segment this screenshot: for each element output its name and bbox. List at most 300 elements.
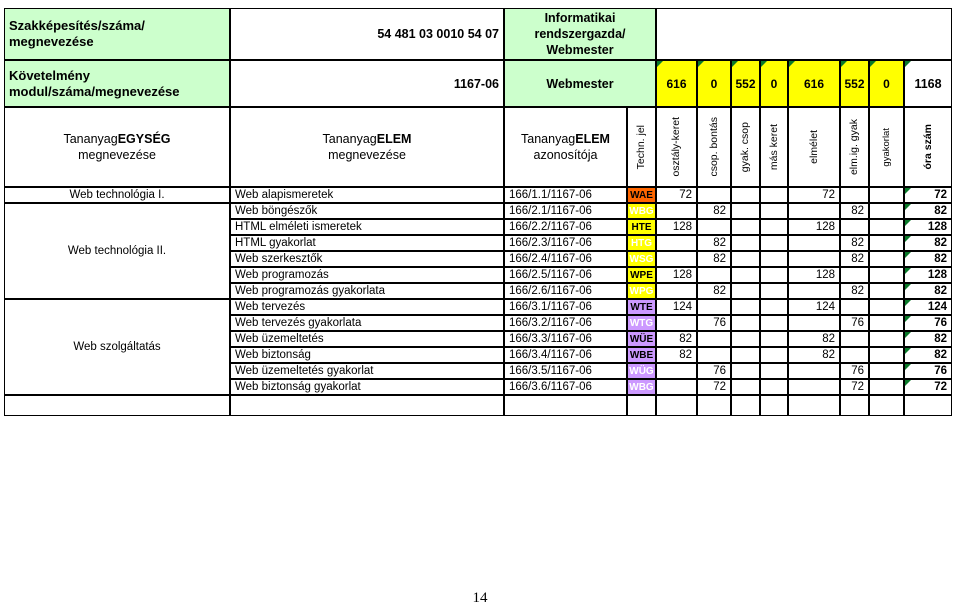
ora-value	[904, 299, 952, 315]
elem-id	[504, 187, 627, 203]
mas-value	[760, 235, 788, 251]
techn-tag	[627, 331, 656, 347]
osztaly-value	[656, 219, 697, 235]
ora-value	[904, 187, 952, 203]
elmig-value	[840, 379, 869, 395]
qualification-code: 54 481 03 0010 54 07	[230, 8, 504, 60]
techn-tag	[627, 347, 656, 363]
csop-value	[697, 331, 731, 347]
column-header-id: TananyagELEM azonosítója	[504, 107, 627, 187]
elem-name	[230, 187, 504, 203]
ora-value-text: 72	[934, 381, 947, 393]
elmig-value	[840, 283, 869, 299]
gyakorlat-value	[869, 203, 904, 219]
cell-marker-icon	[905, 236, 911, 242]
mas-value	[760, 251, 788, 267]
gyakorlat-value	[869, 299, 904, 315]
elmig-value	[840, 267, 869, 283]
module-total-osztaly	[656, 60, 697, 107]
techn-tag	[627, 187, 656, 203]
elem-name	[230, 283, 504, 299]
elmig-value	[840, 299, 869, 315]
osztaly-value	[656, 283, 697, 299]
elmelet-label: elmélet	[807, 130, 820, 164]
module-total-value: 616	[803, 76, 825, 91]
module-total-value: 552	[735, 76, 756, 91]
elmig-value-text: 76	[851, 317, 864, 329]
gyak-value	[731, 219, 760, 235]
ora-value	[904, 235, 952, 251]
module-total-value: 0	[883, 76, 890, 91]
csop-value	[697, 347, 731, 363]
cell-marker-icon	[657, 61, 663, 67]
osztaly-value	[656, 331, 697, 347]
elmig-value	[840, 347, 869, 363]
ora-value-text: 82	[934, 253, 947, 265]
qualification-name: Informatikai rendszergazda/ Webmester	[504, 8, 656, 60]
csop-value-text: 76	[713, 317, 726, 329]
gyakorlat-label: gyakorlat	[881, 127, 892, 167]
mas-value	[760, 363, 788, 379]
mas-value	[760, 299, 788, 315]
ora-value	[904, 267, 952, 283]
techn-tag-text: HTG	[630, 237, 653, 249]
elmig-value	[840, 395, 869, 416]
elem-id	[504, 395, 627, 416]
elem-id-text: 166/3.1/1167-06	[509, 301, 592, 313]
gyak-value	[731, 315, 760, 331]
elmelet-value	[788, 219, 840, 235]
csop-value	[697, 267, 731, 283]
elm-ig-gyak-label: elm.ig. gyak	[848, 118, 860, 176]
elem-id	[504, 331, 627, 347]
gyak-value	[731, 363, 760, 379]
cell-marker-icon	[905, 252, 911, 258]
gyak-value	[731, 347, 760, 363]
module-total-value: 0	[770, 76, 778, 91]
blank-row-unit	[4, 395, 230, 416]
elem-id	[504, 347, 627, 363]
elem-id	[504, 363, 627, 379]
osztaly-value-text: 72	[679, 189, 692, 201]
ora-value	[904, 203, 952, 219]
elmig-value	[840, 203, 869, 219]
osztaly-value	[656, 395, 697, 416]
mas-value	[760, 267, 788, 283]
gyak-value	[731, 267, 760, 283]
column-header-elem: TananyagELEM megnevezése	[230, 107, 504, 187]
cell-marker-icon	[905, 332, 911, 338]
elem-name	[230, 379, 504, 395]
elem-name	[230, 267, 504, 283]
module-name: Webmester	[504, 60, 656, 107]
cell-marker-icon	[841, 61, 847, 67]
elem-name	[230, 299, 504, 315]
gyakorlat-value	[869, 331, 904, 347]
elem-id-text: 166/1.1/1167-06	[509, 189, 592, 201]
csop-value	[697, 283, 731, 299]
column-header-mas-keret	[760, 107, 788, 187]
mas-value	[760, 347, 788, 363]
elem-id-text: 166/3.2/1167-06	[509, 317, 592, 329]
elem-name	[230, 219, 504, 235]
elmig-value	[840, 251, 869, 267]
gyak-value	[731, 187, 760, 203]
gyakorlat-value	[869, 219, 904, 235]
techn-tag	[627, 363, 656, 379]
module-total-gyakorlat	[869, 60, 904, 107]
elem-id	[504, 219, 627, 235]
elem-name-text: Web tervezés gyakorlata	[235, 317, 362, 329]
unit-web-technologia-1: Web technológia I.	[4, 187, 230, 203]
cell-marker-icon	[789, 61, 795, 67]
cell-marker-icon	[905, 348, 911, 354]
techn-tag-text: WAE	[630, 189, 653, 201]
osztaly-value	[656, 251, 697, 267]
techn-tag-text: WÜE	[629, 333, 654, 345]
module-code: 1167-06	[230, 60, 504, 107]
elem-name	[230, 347, 504, 363]
column-header-csop-bontas	[697, 107, 731, 187]
elmelet-value	[788, 235, 840, 251]
elem-id-text: 166/3.5/1167-06	[509, 365, 592, 377]
elmelet-value	[788, 299, 840, 315]
elem-id-text: 166/3.6/1167-06	[509, 381, 592, 393]
gyakorlat-value	[869, 395, 904, 416]
cell-marker-icon	[905, 284, 911, 290]
ora-value-text: 82	[934, 205, 947, 217]
gyakorlat-value	[869, 379, 904, 395]
ora-value	[904, 347, 952, 363]
gyak-value	[731, 235, 760, 251]
ora-value-text: 76	[934, 365, 947, 377]
module-total-value: 1168	[914, 76, 942, 91]
elem-name	[230, 395, 504, 416]
elem-id	[504, 315, 627, 331]
ora-value-text: 82	[934, 285, 947, 297]
techn-tag-text: WPG	[629, 285, 654, 297]
elmelet-value-text: 128	[815, 221, 835, 233]
mas-value	[760, 395, 788, 416]
mas-value	[760, 315, 788, 331]
mas-value	[760, 203, 788, 219]
gyakorlat-value	[869, 363, 904, 379]
elmelet-value-text: 82	[822, 349, 835, 361]
ora-value-text: 124	[927, 301, 947, 313]
cell-marker-icon	[905, 204, 911, 210]
elmig-value-text: 82	[851, 253, 864, 265]
unit-web-szolgaltatas: Web szolgáltatás	[4, 299, 230, 395]
ora-value	[904, 219, 952, 235]
elem-id-text: 166/2.3/1167-06	[509, 237, 592, 249]
cell-marker-icon	[905, 220, 911, 226]
csop-bontas-label: csop. bontás	[707, 117, 720, 177]
page-number: 14	[472, 590, 488, 606]
module-label: Követelmény modul/száma/megnevezése	[4, 60, 230, 107]
techn-tag-text: WSG	[629, 253, 654, 265]
gyak-value	[731, 203, 760, 219]
cell-marker-icon	[905, 316, 911, 322]
csop-value-text: 82	[713, 205, 726, 217]
osztaly-value	[656, 363, 697, 379]
osztaly-value-text: 82	[679, 333, 692, 345]
module-total-mas-keret	[760, 60, 788, 107]
ora-value	[904, 283, 952, 299]
elmelet-value	[788, 331, 840, 347]
elem-name	[230, 331, 504, 347]
elem-id-text: 166/2.5/1167-06	[509, 269, 592, 281]
elem-id	[504, 235, 627, 251]
elmelet-value	[788, 395, 840, 416]
elem-id-text: 166/3.3/1167-06	[509, 333, 592, 345]
gyak-value	[731, 395, 760, 416]
elem-name-text: Web tervezés	[235, 301, 306, 313]
module-total-elm-ig-gyak	[840, 60, 869, 107]
techn-tag	[627, 283, 656, 299]
osztaly-value	[656, 235, 697, 251]
ora-value-text: 128	[927, 269, 947, 281]
techn-tag	[627, 395, 656, 416]
mas-value	[760, 219, 788, 235]
elmig-value-text: 82	[851, 285, 864, 297]
techn-tag-text: WÜG	[629, 365, 654, 377]
ora-value	[904, 395, 952, 416]
elem-id-text: 166/2.6/1167-06	[509, 285, 592, 297]
elem-name-text: HTML elméleti ismeretek	[235, 221, 362, 233]
cell-marker-icon	[905, 268, 911, 274]
csop-value	[697, 203, 731, 219]
csop-value	[697, 315, 731, 331]
cell-marker-icon	[870, 61, 876, 67]
csop-value-text: 76	[713, 365, 726, 377]
elem-name-text: HTML gyakorlat	[235, 237, 316, 249]
techn-tag-text: WBG	[629, 381, 654, 393]
cell-marker-icon	[698, 61, 704, 67]
elmig-value	[840, 363, 869, 379]
elem-id	[504, 283, 627, 299]
csop-value	[697, 219, 731, 235]
csop-value	[697, 235, 731, 251]
gyakorlat-value	[869, 283, 904, 299]
csop-value-text: 82	[713, 285, 726, 297]
techn-label: Techn. jel	[635, 124, 647, 170]
techn-tag-text: HTE	[631, 221, 652, 233]
elem-id	[504, 203, 627, 219]
elem-id	[504, 251, 627, 267]
gyak-value	[731, 331, 760, 347]
module-total-value: 552	[844, 76, 865, 91]
column-header-gyak-csop	[731, 107, 760, 187]
elmelet-value	[788, 203, 840, 219]
elem-name-text: Web biztonság	[235, 349, 311, 361]
osztaly-value-text: 128	[672, 221, 692, 233]
csop-value	[697, 187, 731, 203]
elmelet-value-text: 72	[822, 189, 835, 201]
osztaly-value	[656, 379, 697, 395]
osztaly-value	[656, 267, 697, 283]
elem-name	[230, 235, 504, 251]
osztaly-value-text: 82	[679, 349, 692, 361]
elem-name	[230, 251, 504, 267]
csop-value	[697, 395, 731, 416]
csop-value	[697, 251, 731, 267]
elmelet-value	[788, 267, 840, 283]
techn-tag	[627, 267, 656, 283]
ora-value	[904, 251, 952, 267]
osztaly-value	[656, 299, 697, 315]
csop-value-text: 72	[713, 381, 726, 393]
csop-value-text: 82	[713, 253, 726, 265]
gyakorlat-value	[869, 235, 904, 251]
column-header-elmelet	[788, 107, 840, 187]
gyakorlat-value	[869, 251, 904, 267]
techn-tag	[627, 315, 656, 331]
cell-marker-icon	[905, 300, 911, 306]
elem-name-text: Web biztonság gyakorlat	[235, 381, 361, 393]
techn-tag-text: WBG	[629, 205, 654, 217]
elmig-value	[840, 235, 869, 251]
ora-value-text: 82	[934, 333, 947, 345]
ora-value-text: 128	[927, 221, 947, 233]
elmelet-value	[788, 187, 840, 203]
elem-id-text: 166/3.4/1167-06	[509, 349, 592, 361]
ora-value	[904, 363, 952, 379]
ora-value	[904, 315, 952, 331]
elem-name-text: Web szerkesztők	[235, 253, 323, 265]
elmelet-value-text: 128	[815, 269, 835, 281]
techn-tag	[627, 379, 656, 395]
elmelet-value	[788, 363, 840, 379]
csop-value	[697, 379, 731, 395]
elem-name	[230, 203, 504, 219]
elmig-value	[840, 187, 869, 203]
elmig-value-text: 76	[851, 365, 864, 377]
gyak-value	[731, 251, 760, 267]
elmelet-value	[788, 251, 840, 267]
mas-value	[760, 283, 788, 299]
elem-id-text: 166/2.4/1167-06	[509, 253, 592, 265]
module-total-value: 0	[710, 76, 718, 91]
column-header-unit: TananyagEGYSÉG megnevezése	[4, 107, 230, 187]
mas-keret-label: más keret	[767, 123, 780, 171]
techn-tag-text: WTG	[629, 317, 654, 329]
column-header-osztaly	[656, 107, 697, 187]
elem-id-text: 166/2.2/1167-06	[509, 221, 592, 233]
elmig-value	[840, 219, 869, 235]
mas-value	[760, 331, 788, 347]
elem-name-text: Web üzemeltetés gyakorlat	[235, 365, 374, 377]
elem-name-text: Web böngészők	[235, 205, 318, 217]
header-blank	[656, 8, 952, 60]
elmelet-value	[788, 283, 840, 299]
gyakorlat-value	[869, 347, 904, 363]
techn-tag	[627, 299, 656, 315]
elem-name-text: Web programozás gyakorlata	[235, 285, 385, 297]
module-total-ora-szam	[904, 60, 952, 107]
cell-marker-icon	[732, 61, 738, 67]
cell-marker-icon	[761, 61, 767, 67]
csop-value	[697, 363, 731, 379]
ora-value-text: 72	[934, 189, 947, 201]
module-total-gyak-csop	[731, 60, 760, 107]
elem-name	[230, 315, 504, 331]
elem-id	[504, 299, 627, 315]
unit-web-technologia-2: Web technológia II.	[4, 203, 230, 299]
module-total-value: 616	[666, 76, 687, 91]
gyak-value	[731, 283, 760, 299]
ora-value	[904, 331, 952, 347]
gyak-value	[731, 299, 760, 315]
elmig-value-text: 82	[851, 237, 864, 249]
cell-marker-icon	[905, 380, 911, 386]
techn-tag-text: WBE	[629, 349, 654, 361]
gyakorlat-value	[869, 315, 904, 331]
gyak-value	[731, 379, 760, 395]
cell-marker-icon	[905, 188, 911, 194]
techn-tag	[627, 203, 656, 219]
gyak-csop-label: gyak. csop	[739, 121, 751, 173]
column-header-elm-ig-gyak	[840, 107, 869, 187]
osztaly-value	[656, 347, 697, 363]
elem-name-text: Web programozás	[235, 269, 329, 281]
osztaly-value	[656, 187, 697, 203]
csop-value	[697, 299, 731, 315]
cell-marker-icon	[905, 61, 911, 67]
module-total-csop-bontas	[697, 60, 731, 107]
elem-id-text: 166/2.1/1167-06	[509, 205, 592, 217]
osztaly-value-text: 124	[672, 301, 692, 313]
techn-tag	[627, 251, 656, 267]
column-header-gyakorlat	[869, 107, 904, 187]
osztaly-value-text: 128	[672, 269, 692, 281]
elem-name	[230, 363, 504, 379]
elmelet-value	[788, 347, 840, 363]
ora-value-text: 76	[934, 317, 947, 329]
csop-value-text: 82	[713, 237, 726, 249]
gyakorlat-value	[869, 267, 904, 283]
cell-marker-icon	[905, 364, 911, 370]
elem-id	[504, 267, 627, 283]
ora-value-text: 82	[934, 349, 947, 361]
osztaly-value	[656, 315, 697, 331]
osztaly-value	[656, 203, 697, 219]
column-header-ora-szam	[904, 107, 952, 187]
mas-value	[760, 187, 788, 203]
osztaly-label: osztály-keret	[670, 117, 682, 177]
techn-tag-text: WPE	[630, 269, 653, 281]
techn-tag	[627, 235, 656, 251]
column-header-techn	[627, 107, 656, 187]
qualification-label: Szakképesítés/száma/ megnevezése	[4, 8, 230, 60]
elem-id	[504, 379, 627, 395]
elmelet-value	[788, 379, 840, 395]
elmelet-value-text: 82	[822, 333, 835, 345]
elmig-value-text: 72	[851, 381, 864, 393]
elem-name-text: Web alapismeretek	[235, 189, 334, 201]
elmelet-value-text: 124	[815, 301, 835, 313]
elmig-value-text: 82	[851, 205, 864, 217]
mas-value	[760, 379, 788, 395]
techn-tag-text: WTE	[630, 301, 653, 313]
techn-tag	[627, 219, 656, 235]
ora-szam-label: óra szám	[921, 124, 934, 170]
elmig-value	[840, 331, 869, 347]
elmig-value	[840, 315, 869, 331]
gyakorlat-value	[869, 187, 904, 203]
ora-value-text: 82	[934, 237, 947, 249]
curriculum-table	[4, 8, 952, 416]
module-total-elmelet	[788, 60, 840, 107]
